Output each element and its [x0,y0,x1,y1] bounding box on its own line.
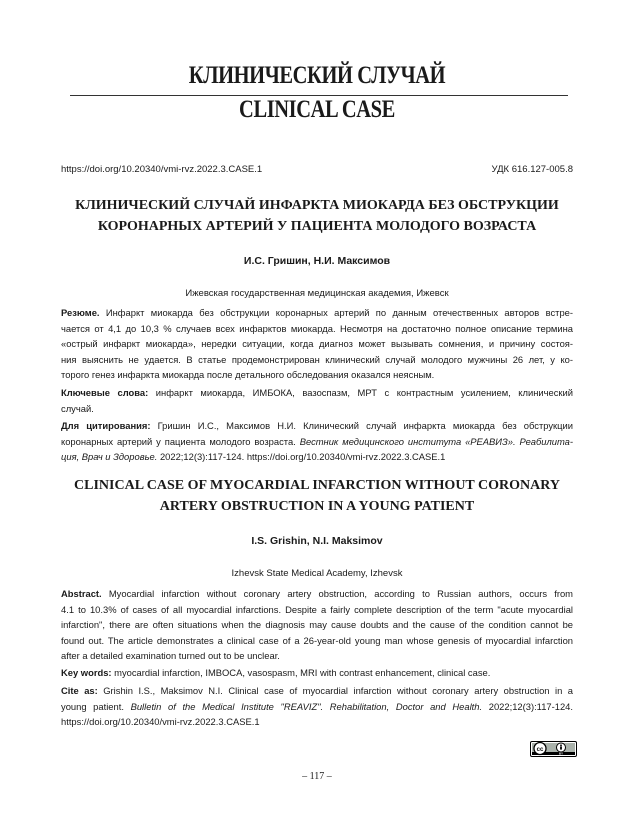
abstract-line: Резюме. Инфаркт миокарда без обструкции коронарных артерий по данным отечественных авторов встре- [61,307,573,318]
article-title-en [40,475,594,517]
title-line: КЛИНИЧЕСКИЙ СЛУЧАЙ ИНФАРКТА МИОКАРДА БЕЗ ОБСТРУКЦИИ [75,198,559,213]
by-label: BY [559,751,563,756]
abstract-line: ния выяснить не удается. В статье продемонстрирован клинический случай молодого мужчины 26 лет, у ко- [61,353,573,365]
section-title-ru: КЛИНИЧЕСКИЙ СЛУЧАЙ [188,62,446,89]
citation-doi[interactable]: https://doi.org/10.20340/vmi-rvz.2022.3.CASE.1 [61,716,260,728]
keywords-label: Ключевые слова: [61,387,149,398]
keywords-ru [61,385,573,416]
title-line: КОРОНАРНЫХ АРТЕРИЙ У ПАЦИЕНТА МОЛОДОГО ВОЗРАСТА [97,219,537,234]
title-line: ARTERY OBSTRUCTION IN A YOUNG PATIENT [159,499,475,514]
citation-line: ция, Врач и Здоровье. 2022;12(3):117-124. https://doi.org/10.20340/vmi-rvz.2022.3.CASE.1 [61,451,446,463]
creative-commons-by-icon[interactable] [530,741,577,757]
citation-label: Для цитирования: [61,420,151,431]
citation-line: Для цитирования: Гришин И.С., Максимов Н.И. Клинический случай инфаркта миокарда без обструкции [61,420,573,431]
citation-en [61,683,573,730]
cc-label: cc [536,746,544,753]
keywords-en [61,665,573,681]
abstract-line: found out. The article demonstrates a clinical case of a 26-year-old young man whose genesis of myocardial infarction [61,634,573,646]
abstract-label: Резюме. [61,307,100,318]
title-line: CLINICAL CASE OF MYOCARDIAL INFARCTION WITHOUT CORONARY [74,478,560,493]
abstract-line: infarction", there are often situations when the diagnosis may cause doubts and the cause of the condition cannot be [61,619,573,631]
abstract-line: Abstract. Myocardial infarction without coronary artery obstruction, according to Russian authors, occurs from [61,588,573,599]
article-title-ru [40,195,594,237]
citation-line: коронарных артерий у пациента молодого возраста. Вестник медицинского института «РЕАВИЗ». Реабилита- [61,435,573,447]
abstract-line: after a detailed examination turned out to be unclear. [61,650,280,662]
abstract-line: 4.1 to 10.3% of cases of all myocardial infarctions. Despite a fairly complete description of the term "acute myocardial [61,603,573,615]
journal-name: Вестник медицинского института «РЕАВИЗ». Реабилита- [299,435,573,447]
affiliation-en: Izhevsk State Medical Academy, Izhevsk [231,568,403,579]
section-title-en: CLINICAL CASE [239,96,395,123]
authors-en: I.S. Grishin, N.I. Maksimov [251,535,383,547]
affiliation-ru: Ижевская государственная медицинская академия, Ижевск [185,288,449,299]
page-number: – 117 – [302,771,332,782]
keywords-line: случай. [61,402,94,414]
abstract-line: торого генез инфаркта миокарда после детального обследования оказался неясным. [61,369,435,381]
keywords-line: Ключевые слова: инфаркт миокарда, ИМБОКА, вазоспазм, МРТ с контрастным усилением, клинический [61,387,573,398]
abstract-line: «острый инфаркт миокарда», нередки ситуации, когда диагноз может вызывать сомнения, и причину состоя- [61,338,573,350]
doi-link[interactable]: https://doi.org/10.20340/vmi-rvz.2022.3.CASE.1 [61,164,263,175]
authors-ru: И.С. Гришин, Н.И. Максимов [243,255,391,267]
citation-ru [61,418,573,465]
keywords-line: Key words: myocardial infarction, IMBOCA, vasospasm, MRI with contrast enhancement, clinical case. [61,667,491,678]
abstract-en [61,586,573,664]
citation-doi[interactable]: 2022;12(3):117-124. https://doi.org/10.20340/vmi-rvz.2022.3.CASE.1 [157,451,446,463]
abstract-label: Abstract. [61,588,102,599]
udc-code: УДК 616.127-005.8 [491,164,573,175]
journal-name: Bulletin of the Medical Institute "REAVIZ". Rehabilitation, Doctor and Health. [130,700,483,712]
keywords-label: Key words: [61,667,112,678]
citation-line: young patient. Bulletin of the Medical Institute "REAVIZ". Rehabilitation, Doctor and Health. 2022;12(3):117-124. [61,700,574,712]
citation-line: Cite as: Grishin I.S., Maksimov N.I. Clinical case of myocardial infarction without coronary artery obstruction in a [61,685,573,696]
meta-line [61,164,573,175]
citation-label: Cite as: [61,685,98,696]
abstract-line: чается от 4,1 до 10,3 % случаев всех инфарктов миокарда. Несмотря на достаточно полное описание термина [61,322,573,334]
abstract-ru [61,305,573,383]
